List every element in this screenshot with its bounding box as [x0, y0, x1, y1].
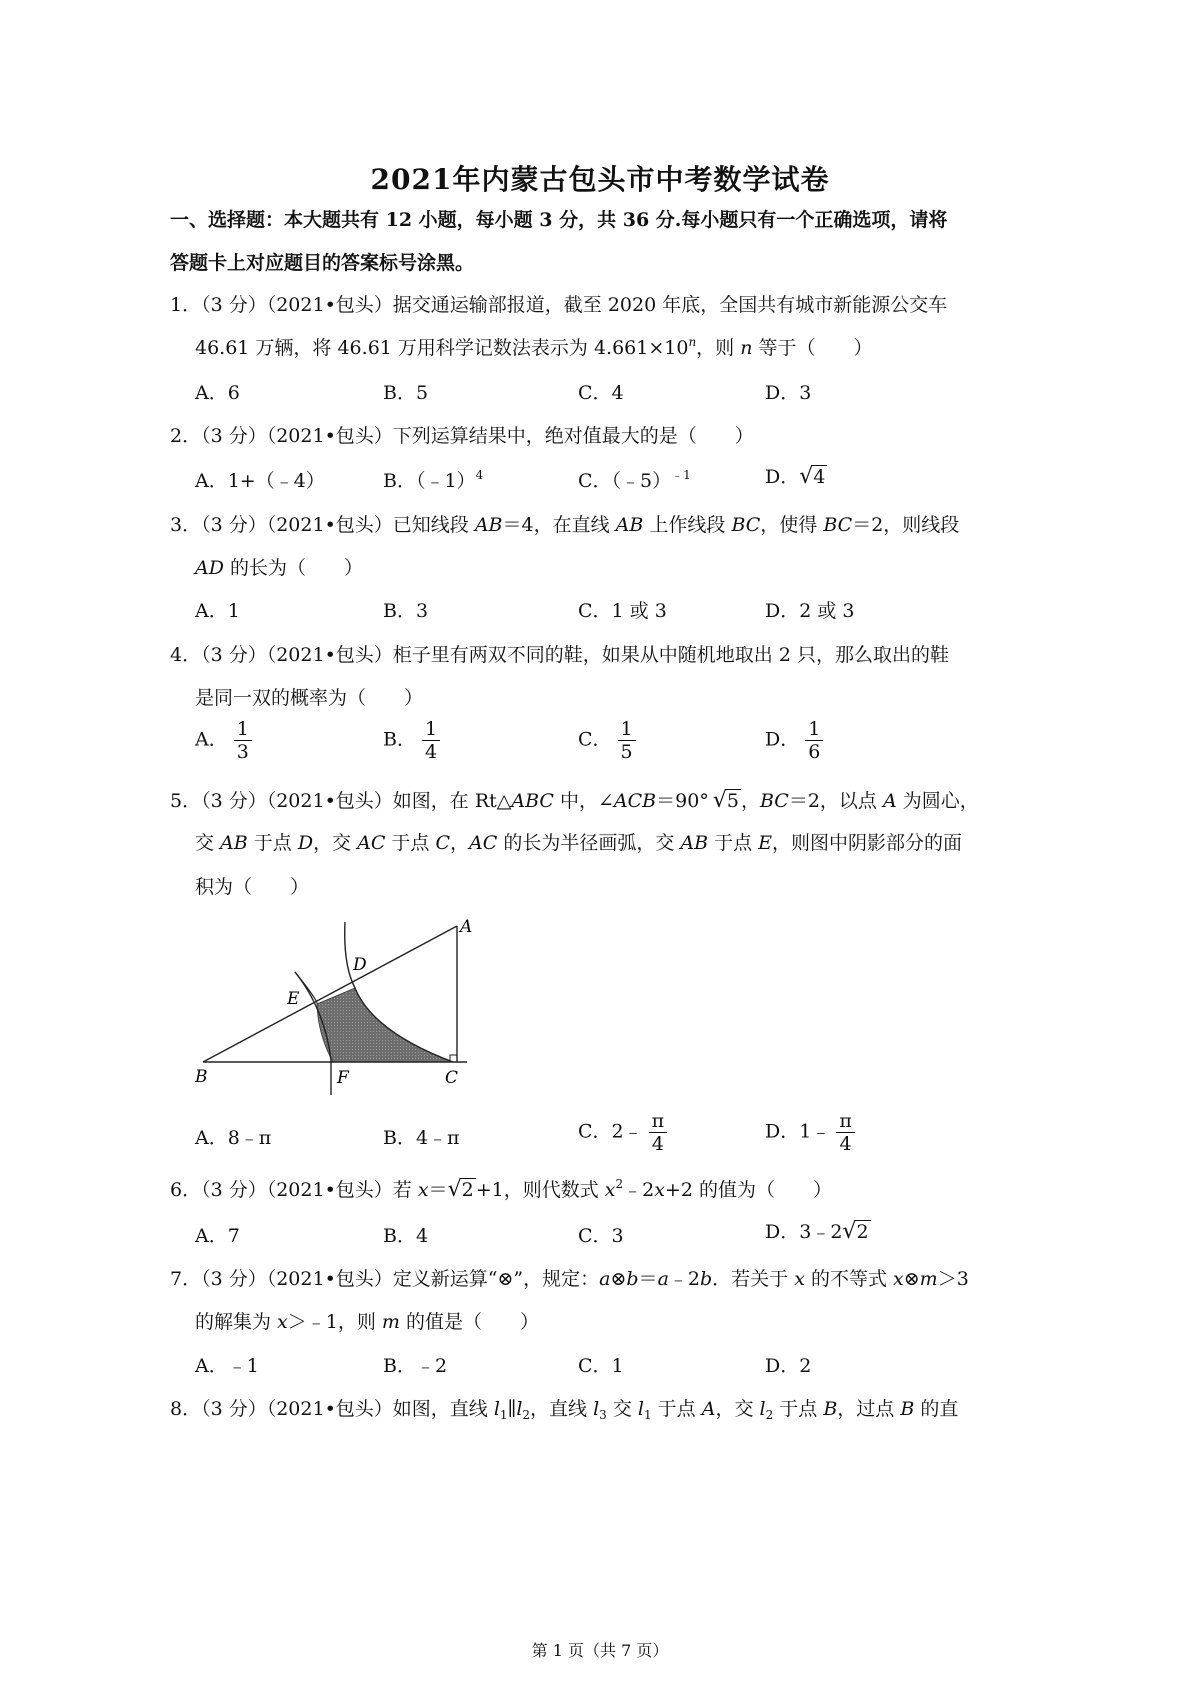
q6-option-c: C．3 [578, 1225, 624, 1247]
q3-line1: 3．（3 分）（2021•包头）已知线段 AB＝4，在直线 AB 上作线段 BC，使得 BC＝2，则线段 [170, 514, 960, 536]
label-e: E [287, 989, 300, 1009]
q5-option-c: C．2﹣ $\frac{\pi}{4}$ [578, 1110, 667, 1155]
q2-option-b: B．（﹣1）$^4$ [383, 468, 484, 492]
q3-option-b: B．3 [383, 600, 429, 622]
q2-option-c: C．（﹣5）$^{﹣1}$ [578, 468, 691, 492]
q5-line2: 交 AB 于点 D，交 AC 于点 C，AC 的长为半径画弧，交 AB 于点 E，则图中阴影部分的面 [195, 832, 963, 854]
q7-option-d: D．2 [765, 1355, 812, 1377]
q6-option-d: D．3﹣2√2 [765, 1219, 869, 1244]
label-b: B [195, 1067, 208, 1087]
q4-option-b: B． $\frac{1}{4}$ [383, 718, 440, 763]
q6-option-b: B．4 [383, 1225, 429, 1247]
q7-line1: 7．（3 分）（2021•包头）定义新运算“⊗”，规定：a⊗b＝a﹣2b．若关于 x 的不等式 x⊗m＞3 [170, 1268, 969, 1290]
arc-ef [295, 972, 331, 1095]
q8-line1: 8．（3 分）（2021•包头）如图，直线 $l_1\parallel l_2$，直线 $l_3$ 交 $l_1$ 于点 A，交 $l_2$ 于点 B，过点 B 的直 [170, 1398, 959, 1422]
label-a: A [460, 917, 473, 937]
q3-option-c: C．1 或 3 [578, 600, 667, 622]
q6-line1: 6．（3 分）（2021•包头）若 x＝√2 +1，则代数式 $x^2﹣2x+2$ 的值为（ ） [170, 1177, 832, 1202]
q4-option-d: D． $\frac{1}{6}$ [765, 718, 823, 763]
q2-option-d: D．√4 [765, 464, 826, 489]
q7-option-b: B．﹣2 [383, 1355, 448, 1377]
q4-option-a: A． $\frac{1}{3}$ [195, 718, 252, 763]
section-heading-line2: 答题卡上对应题目的答案标号涂黑。 [170, 252, 475, 274]
q7-line2: 的解集为 x＞﹣1，则 m 的值是（ ） [195, 1311, 539, 1333]
q6-option-a: A．7 [195, 1225, 240, 1247]
q4-line2: 是同一双的概率为（ ） [195, 687, 424, 709]
q2-option-a: A．1+（﹣4） [195, 470, 325, 492]
q1-option-d: D．3 [765, 382, 812, 404]
q7-option-c: C．1 [578, 1355, 624, 1377]
q5-figure [195, 910, 485, 1100]
label-f: F [337, 1068, 349, 1088]
label-d: D [353, 955, 367, 975]
q2-line1: 2．（3 分）（2021•包头）下列运算结果中，绝对值最大的是（ ） [170, 425, 754, 447]
q3-option-a: A．1 [195, 600, 240, 622]
q1-line2: 46.61 万辆，将 46.61 万用科学记数法表示为 $4.661\times 10^n$，则 n 等于（ ） [195, 335, 873, 359]
q4-option-c: C． $\frac{1}{5}$ [578, 718, 636, 763]
q3-option-d: D．2 或 3 [765, 600, 855, 622]
q7-option-a: A．﹣1 [195, 1355, 259, 1377]
q3-line2: AD 的长为（ ） [195, 557, 364, 579]
q5-line3: 积为（ ） [195, 876, 310, 898]
q4-line1: 4．（3 分）（2021•包头）柜子里有两双不同的鞋，如果从中随机地取出 2 只，那么取出的鞋 [170, 644, 949, 666]
q1-option-c: C．4 [578, 382, 624, 404]
page-title: 2021年内蒙古包头市中考数学试卷 [370, 163, 830, 196]
q5-option-d: D．1﹣ $\frac{\pi}{4}$ [765, 1110, 855, 1155]
q1-option-b: B．5 [383, 382, 429, 404]
q5-line1: 5．（3 分）（2021•包头）如图，在 Rt△ABC 中，∠ACB＝90° √5 ，BC＝2，以点 A 为圆心， [170, 788, 979, 813]
label-c: C [445, 1068, 459, 1088]
q1-line1: 1．（3 分）（2021•包头）据交通运输部报道，截至 2020 年底，全国共有城市新能源公交车 [170, 294, 948, 316]
q5-option-b: B．4﹣π [383, 1127, 460, 1149]
section-heading-line1: 一、选择题：本大题共有 12 小题，每小题 3 分，共 36 分.每小题只有一个正确选项，请将 [170, 209, 948, 231]
q5-option-a: A．8﹣π [195, 1127, 272, 1149]
page-footer: 第 1 页（共 7 页） [531, 1641, 669, 1660]
q1-option-a: A．6 [195, 382, 240, 404]
